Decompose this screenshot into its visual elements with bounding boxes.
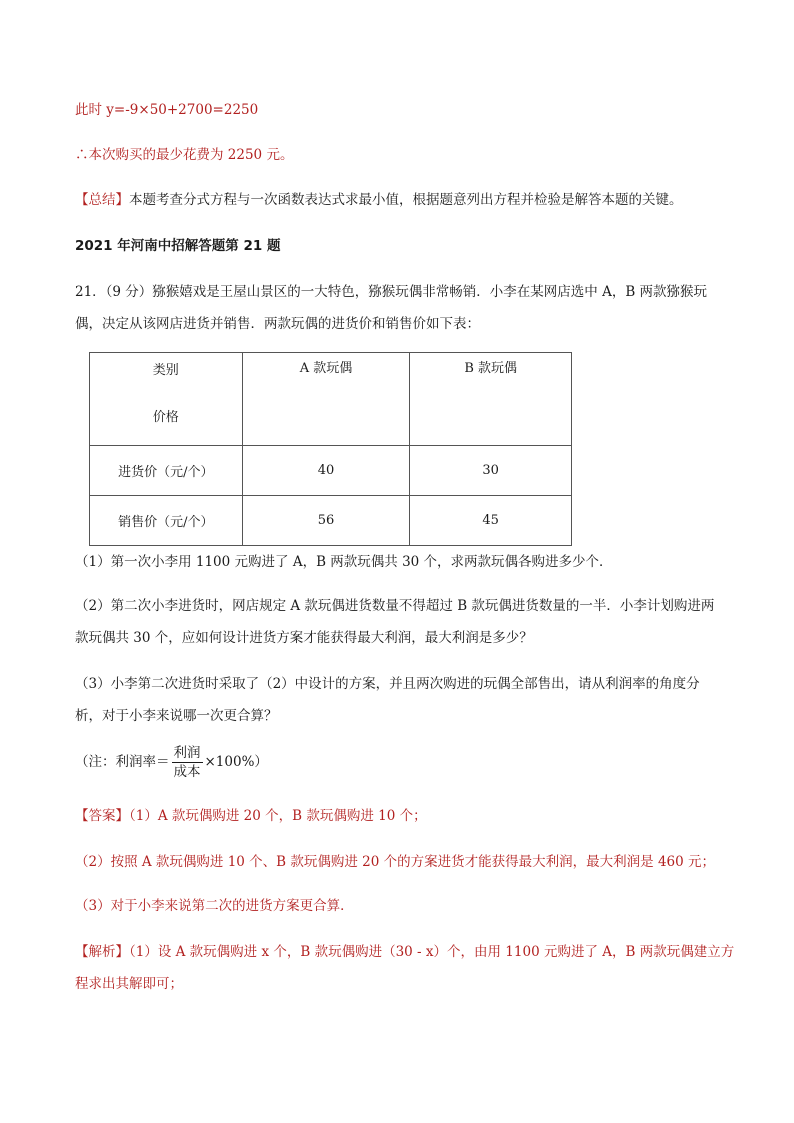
question-2-line-1: （2）第二次小李进货时，网店规定 A 款玩偶进货数量不得超过 B 款玩偶进货数量的一半．小李计划购进两	[75, 598, 715, 614]
profit-rate-fraction	[172, 744, 203, 781]
solution-line-y: 此时 y=-9×50+2700=2250	[75, 102, 259, 118]
note-prefix: （注：利润率＝	[75, 754, 170, 770]
analysis-line-1	[75, 942, 734, 962]
corner-category-label: 类别	[152, 363, 179, 378]
price-table	[89, 352, 572, 546]
cell-value: 56	[242, 496, 410, 546]
cell-value: 40	[242, 446, 410, 496]
table-row	[90, 446, 572, 496]
analysis-line-2: 程求出其解即可；	[75, 976, 183, 992]
question-3-line-1: （3）小李第二次进货时采取了（2）中设计的方案，并且两次购进的玩偶全部售出，请从利润率的角度分	[75, 676, 700, 692]
analysis-tag: 【解析】	[75, 944, 129, 960]
solution-conclusion: ∴本次购买的最少花费为 2250 元。	[75, 147, 294, 163]
column-header-b	[410, 353, 572, 446]
column-header-a-label: A 款玩偶	[299, 361, 353, 376]
answer-tag: 【答案】	[75, 808, 129, 824]
summary-paragraph	[75, 190, 734, 210]
question-intro-line-2: 偶，决定从该网店进货并销售．两款玩偶的进货价和销售价如下表：	[75, 316, 480, 332]
answer-3: （3）对于小李来说第二次的进货方案更合算．	[75, 898, 354, 914]
corner-price-label: 价格	[152, 410, 179, 425]
row-label: 进货价（元/个）	[90, 446, 243, 496]
row-label: 销售价（元/个）	[90, 496, 243, 546]
fraction-denominator: 成本	[173, 764, 201, 780]
table-row	[90, 496, 572, 546]
column-header-a	[242, 353, 410, 446]
analysis-text-1: （1）设 A 款玩偶购进 x 个，B 款玩偶购进（30 - x）个，由用 1100 元购进了 A，B 两款玩偶建立方	[129, 944, 735, 960]
answer-2: （2）按照 A 款玩偶购进 10 个、B 款玩偶购进 20 个的方案进货才能获得最大利润，最大利润是 460 元；	[75, 854, 716, 870]
fraction-numerator: 利润	[173, 745, 201, 761]
note-suffix: ×100%）	[204, 754, 268, 770]
summary-tag: 【总结】	[75, 192, 129, 208]
table-header-row	[90, 353, 572, 446]
table-corner-cell	[90, 353, 243, 446]
question-1: （1）第一次小李用 1100 元购进了 A，B 两款玩偶共 30 个，求两款玩偶各购进多少个．	[75, 554, 613, 570]
summary-text: 本题考查分式方程与一次函数表达式求最小值，根据题意列出方程并检验是解答本题的关键。	[129, 192, 683, 208]
answer-line-1	[75, 806, 734, 826]
profit-rate-note	[75, 744, 734, 781]
answer-1: （1）A 款玩偶购进 20 个，B 款玩偶购进 10 个；	[129, 808, 427, 824]
question-2-line-2: 款玩偶共 30 个，应如何设计进货方案才能获得最大利润，最大利润是多少？	[75, 630, 533, 646]
cell-value: 45	[410, 496, 572, 546]
column-header-b-label: B 款玩偶	[464, 361, 517, 376]
section-heading: 2021 年河南中招解答题第 21 题	[75, 238, 281, 254]
question-3-line-2: 析，对于小李来说哪一次更合算？	[75, 708, 278, 724]
question-intro-line-1: 21．（9 分）猕猴嬉戏是王屋山景区的一大特色，猕猴玩偶非常畅销．小李在某网店选中 A，B 两款猕猴玩	[75, 284, 708, 300]
cell-value: 30	[410, 446, 572, 496]
